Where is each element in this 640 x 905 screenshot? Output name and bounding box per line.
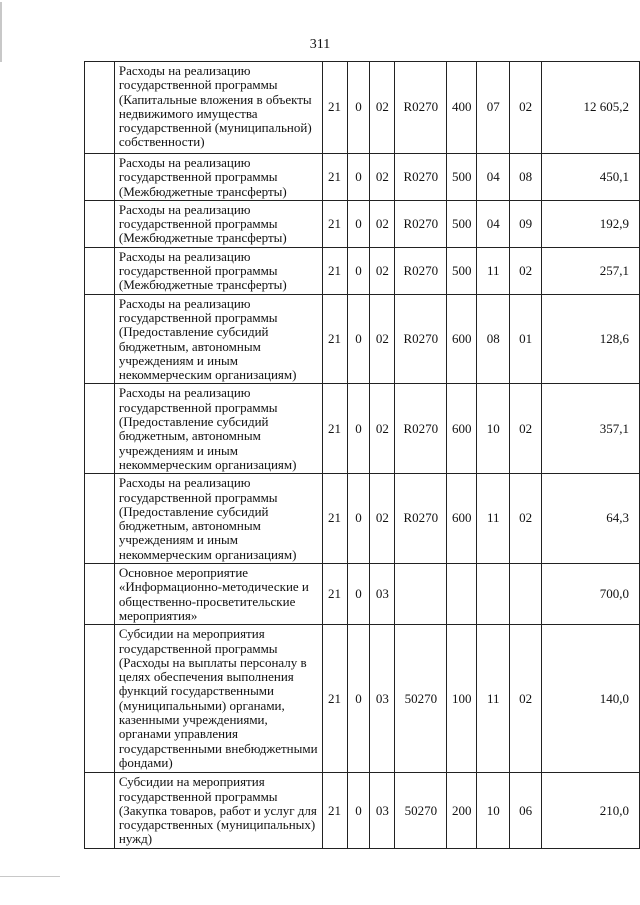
code-cell-c5: 500 (447, 154, 477, 201)
amount-cell: 140,0 (542, 625, 640, 773)
row-description: Расходы на реализацию государственной программы (Межбюджетные трансферты) (114, 154, 322, 201)
code-cell-c4: R0270 (395, 62, 447, 154)
table-row (85, 625, 640, 773)
code-cell-c1: 21 (322, 474, 347, 564)
row-lead-cell (85, 154, 115, 201)
code-cell-c2: 0 (347, 247, 370, 294)
table-row (85, 564, 640, 625)
code-cell-c7: 02 (510, 474, 542, 564)
code-cell-c6: 11 (477, 247, 510, 294)
code-cell-c3: 03 (370, 773, 395, 849)
code-cell-c1: 21 (322, 247, 347, 294)
table-row (85, 200, 640, 247)
code-cell-c3: 02 (370, 247, 395, 294)
table-row (85, 294, 640, 384)
code-cell-c3: 02 (370, 474, 395, 564)
code-cell-c3: 02 (370, 200, 395, 247)
code-cell-c6: 08 (477, 294, 510, 384)
amount-cell: 257,1 (542, 247, 640, 294)
code-cell-c4: R0270 (395, 384, 447, 474)
row-lead-cell (85, 474, 115, 564)
code-cell-c5: 600 (447, 384, 477, 474)
code-cell-c4: R0270 (395, 154, 447, 201)
amount-cell: 210,0 (542, 773, 640, 849)
code-cell-c7: 01 (510, 294, 542, 384)
code-cell-c4: 50270 (395, 773, 447, 849)
code-cell-c7: 02 (510, 625, 542, 773)
code-cell-c3: 03 (370, 564, 395, 625)
code-cell-c6: 11 (477, 625, 510, 773)
code-cell-c7: 02 (510, 62, 542, 154)
code-cell-c2: 0 (347, 474, 370, 564)
row-lead-cell (85, 247, 115, 294)
code-cell-c1: 21 (322, 564, 347, 625)
row-description: Расходы на реализацию государственной программы (Капитальные вложения в объекты недвижимого имущества государственной (муниципальной) собственности) (114, 62, 322, 154)
code-cell-c6: 11 (477, 474, 510, 564)
row-description: Расходы на реализацию государственной программы (Межбюджетные трансферты) (114, 247, 322, 294)
amount-cell: 192,9 (542, 200, 640, 247)
code-cell-c4: R0270 (395, 200, 447, 247)
code-cell-c5: 500 (447, 247, 477, 294)
code-cell-c3: 02 (370, 62, 395, 154)
code-cell-c2: 0 (347, 200, 370, 247)
page-number: 311 (309, 37, 331, 52)
code-cell-c2: 0 (347, 154, 370, 201)
code-cell-c5: 400 (447, 62, 477, 154)
amount-cell: 128,6 (542, 294, 640, 384)
code-cell-c4: 50270 (395, 625, 447, 773)
row-lead-cell (85, 625, 115, 773)
code-cell-c1: 21 (322, 62, 347, 154)
row-description: Расходы на реализацию государственной программы (Предоставление субсидий бюджетным, автономным учреждениям и иным некоммерческим организациям) (114, 474, 322, 564)
code-cell-c1: 21 (322, 294, 347, 384)
code-cell-c2: 0 (347, 564, 370, 625)
row-description: Расходы на реализацию государственной программы (Межбюджетные трансферты) (114, 200, 322, 247)
code-cell-c7 (510, 564, 542, 625)
row-description: Субсидии на мероприятия государственной программы (Закупка товаров, работ и услуг для государственных (муниципальных) нужд) (114, 773, 322, 849)
code-cell-c7: 02 (510, 384, 542, 474)
code-cell-c4 (395, 564, 447, 625)
amount-cell: 700,0 (542, 564, 640, 625)
scan-mark (0, 876, 60, 877)
code-cell-c3: 03 (370, 625, 395, 773)
code-cell-c4: R0270 (395, 247, 447, 294)
amount-cell: 12 605,2 (542, 62, 640, 154)
code-cell-c3: 02 (370, 384, 395, 474)
code-cell-c6: 10 (477, 773, 510, 849)
code-cell-c2: 0 (347, 62, 370, 154)
table-body (85, 62, 640, 849)
code-cell-c6: 04 (477, 200, 510, 247)
amount-cell: 450,1 (542, 154, 640, 201)
code-cell-c2: 0 (347, 384, 370, 474)
row-lead-cell (85, 200, 115, 247)
row-description: Основное мероприятие «Информационно-методические и общественно-просветительские мероприятия» (114, 564, 322, 625)
code-cell-c1: 21 (322, 200, 347, 247)
code-cell-c7: 08 (510, 154, 542, 201)
table-row (85, 773, 640, 849)
code-cell-c5: 500 (447, 200, 477, 247)
amount-cell: 64,3 (542, 474, 640, 564)
scan-mark (0, 2, 2, 62)
row-description: Расходы на реализацию государственной программы (Предоставление субсидий бюджетным, автономным учреждениям и иным некоммерческим организациям) (114, 384, 322, 474)
code-cell-c7: 06 (510, 773, 542, 849)
code-cell-c3: 02 (370, 154, 395, 201)
code-cell-c7: 02 (510, 247, 542, 294)
code-cell-c5: 600 (447, 474, 477, 564)
code-cell-c1: 21 (322, 154, 347, 201)
table-row (85, 384, 640, 474)
row-lead-cell (85, 773, 115, 849)
code-cell-c5: 100 (447, 625, 477, 773)
code-cell-c5 (447, 564, 477, 625)
amount-cell: 357,1 (542, 384, 640, 474)
code-cell-c6: 10 (477, 384, 510, 474)
code-cell-c2: 0 (347, 773, 370, 849)
table-row (85, 154, 640, 201)
row-lead-cell (85, 62, 115, 154)
row-description: Расходы на реализацию государственной программы (Предоставление субсидий бюджетным, автономным учреждениям и иным некоммерческим организациям) (114, 294, 322, 384)
code-cell-c3: 02 (370, 294, 395, 384)
code-cell-c7: 09 (510, 200, 542, 247)
code-cell-c6: 07 (477, 62, 510, 154)
table-row (85, 247, 640, 294)
code-cell-c1: 21 (322, 625, 347, 773)
code-cell-c2: 0 (347, 294, 370, 384)
code-cell-c1: 21 (322, 773, 347, 849)
table-row (85, 62, 640, 154)
row-description: Субсидии на мероприятия государственной программы (Расходы на выплаты персоналу в целях обеспечения выполнения функций государственными (муниципальными) органами, казенными учреждениями, органами управления государственными внебюджетными фондами) (114, 625, 322, 773)
code-cell-c6: 04 (477, 154, 510, 201)
code-cell-c2: 0 (347, 625, 370, 773)
row-lead-cell (85, 294, 115, 384)
code-cell-c5: 600 (447, 294, 477, 384)
code-cell-c1: 21 (322, 384, 347, 474)
row-lead-cell (85, 564, 115, 625)
code-cell-c4: R0270 (395, 474, 447, 564)
code-cell-c4: R0270 (395, 294, 447, 384)
row-lead-cell (85, 384, 115, 474)
budget-table (84, 61, 640, 849)
code-cell-c5: 200 (447, 773, 477, 849)
table-row (85, 474, 640, 564)
code-cell-c6 (477, 564, 510, 625)
